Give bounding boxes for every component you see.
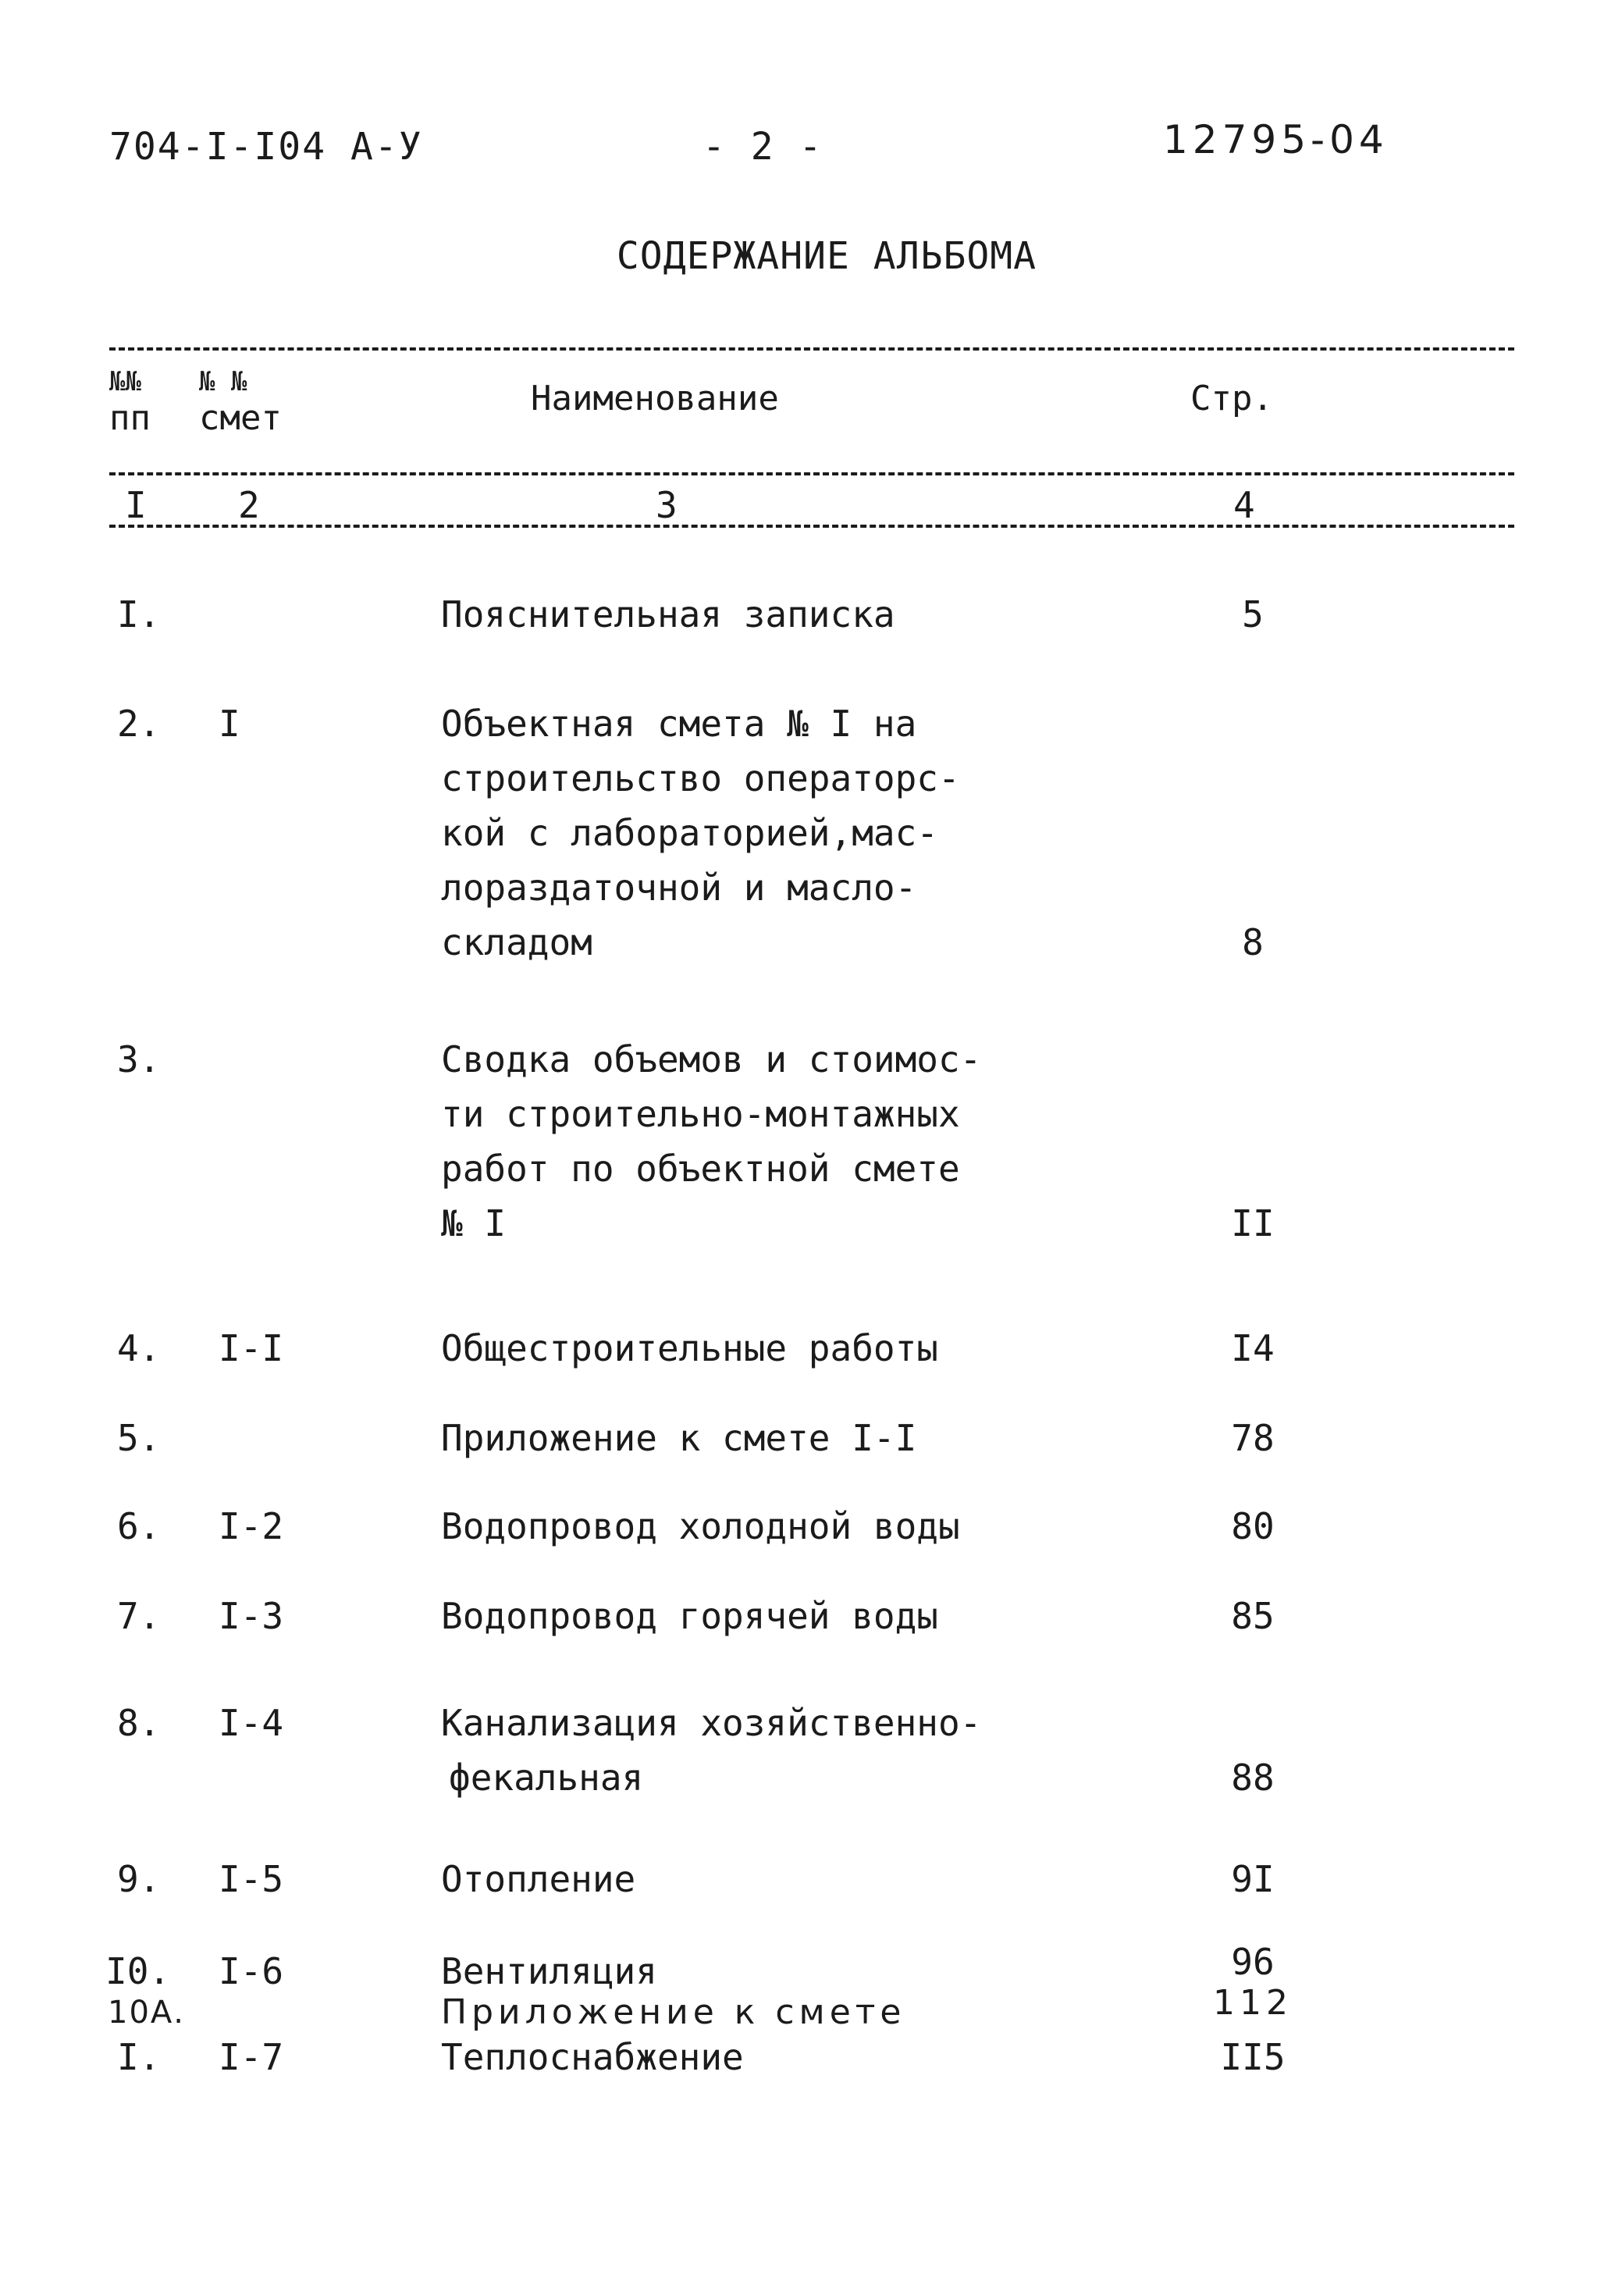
col-number-4: 4: [1233, 484, 1255, 526]
row-page: II5: [1220, 2036, 1286, 2078]
row-number: 4.: [117, 1327, 161, 1369]
col-number-1: I: [125, 484, 147, 526]
row-name: работ по объектной смете: [441, 1148, 960, 1190]
page-number: - 2 -: [703, 125, 823, 169]
col-name-label: Наименование: [531, 379, 779, 418]
row-estimate: I-4: [219, 1702, 284, 1744]
dashed-rule-bottom: [109, 525, 1514, 528]
row-name: Сводка объемов и стоимос-: [441, 1038, 982, 1080]
dashed-rule-middle: [109, 472, 1514, 475]
row-number: 8.: [117, 1702, 161, 1744]
row-page: 8: [1242, 921, 1264, 963]
row-number: 6.: [117, 1505, 161, 1547]
page-title: СОДЕРЖАНИЕ АЛЬБОМА: [616, 234, 1037, 278]
row-name: Канализация хозяйственно-: [441, 1702, 982, 1744]
dashed-rule-top: [109, 347, 1514, 351]
row-name: Водопровод горячей воды: [441, 1595, 938, 1637]
row-name: Общестроительные работы: [441, 1327, 938, 1369]
row-name: Водопровод холодной воды: [441, 1505, 960, 1547]
row-page: II: [1231, 1202, 1275, 1244]
col-number-3: 3: [656, 484, 678, 526]
row-number: 5.: [117, 1417, 161, 1459]
document-code: 704-I-I04 А-У: [109, 125, 423, 169]
row-page: 9I: [1231, 1858, 1275, 1900]
row-number: 7.: [117, 1595, 161, 1637]
inventory-number: 12795-04: [1163, 117, 1389, 162]
row-number: I.: [117, 593, 161, 635]
row-number: I.: [117, 2036, 161, 2078]
row-estimate: I: [219, 703, 240, 745]
row-estimate: I-5: [219, 1858, 284, 1900]
row-name: ти строительно-монтажных: [441, 1093, 960, 1135]
col-estimate-label-2: смет: [199, 398, 282, 438]
row-name: Пояснительная записка: [441, 593, 895, 635]
col-num-label-2: пп: [109, 398, 151, 438]
col-number-2: 2: [238, 484, 260, 526]
row-name: Приложение к смете I-I: [441, 1417, 917, 1459]
row-page: 96: [1231, 1941, 1275, 1983]
col-num-label-1: №№: [109, 366, 141, 397]
row-name: № I: [441, 1202, 507, 1244]
row-number: I0.: [105, 1950, 171, 1992]
row-estimate: I-6: [219, 1950, 284, 1992]
row-name: Приложение к смете: [441, 1992, 906, 2032]
row-name: фекальная: [449, 1757, 644, 1799]
row-page: 112: [1213, 1983, 1293, 2023]
row-name: строительство операторс-: [441, 757, 960, 799]
row-name: кой с лабораторией,мас-: [441, 812, 938, 854]
row-page: 5: [1242, 593, 1264, 635]
row-estimate: I-7: [219, 2036, 284, 2078]
row-estimate: I-I: [219, 1327, 284, 1369]
row-number: 3.: [117, 1038, 161, 1080]
row-name: Теплоснабжение: [441, 2036, 744, 2078]
col-page-label: Стр.: [1190, 379, 1273, 418]
row-name: лораздаточной и масло-: [441, 867, 917, 909]
row-name: Объектная смета № I на: [441, 703, 917, 745]
row-page: 85: [1231, 1595, 1275, 1637]
row-page: 88: [1231, 1757, 1275, 1799]
row-name: Вентиляция: [441, 1950, 657, 1992]
row-name: Отопление: [441, 1858, 636, 1900]
row-page: I4: [1231, 1327, 1275, 1369]
row-number: 10А.: [108, 1995, 185, 2031]
row-name: складом: [441, 921, 592, 963]
row-estimate: I-2: [219, 1505, 284, 1547]
row-number: 9.: [117, 1858, 161, 1900]
col-estimate-label-1: № №: [199, 366, 247, 397]
row-page: 80: [1231, 1505, 1275, 1547]
row-page: 78: [1231, 1417, 1275, 1459]
row-number: 2.: [117, 703, 161, 745]
row-estimate: I-3: [219, 1595, 284, 1637]
